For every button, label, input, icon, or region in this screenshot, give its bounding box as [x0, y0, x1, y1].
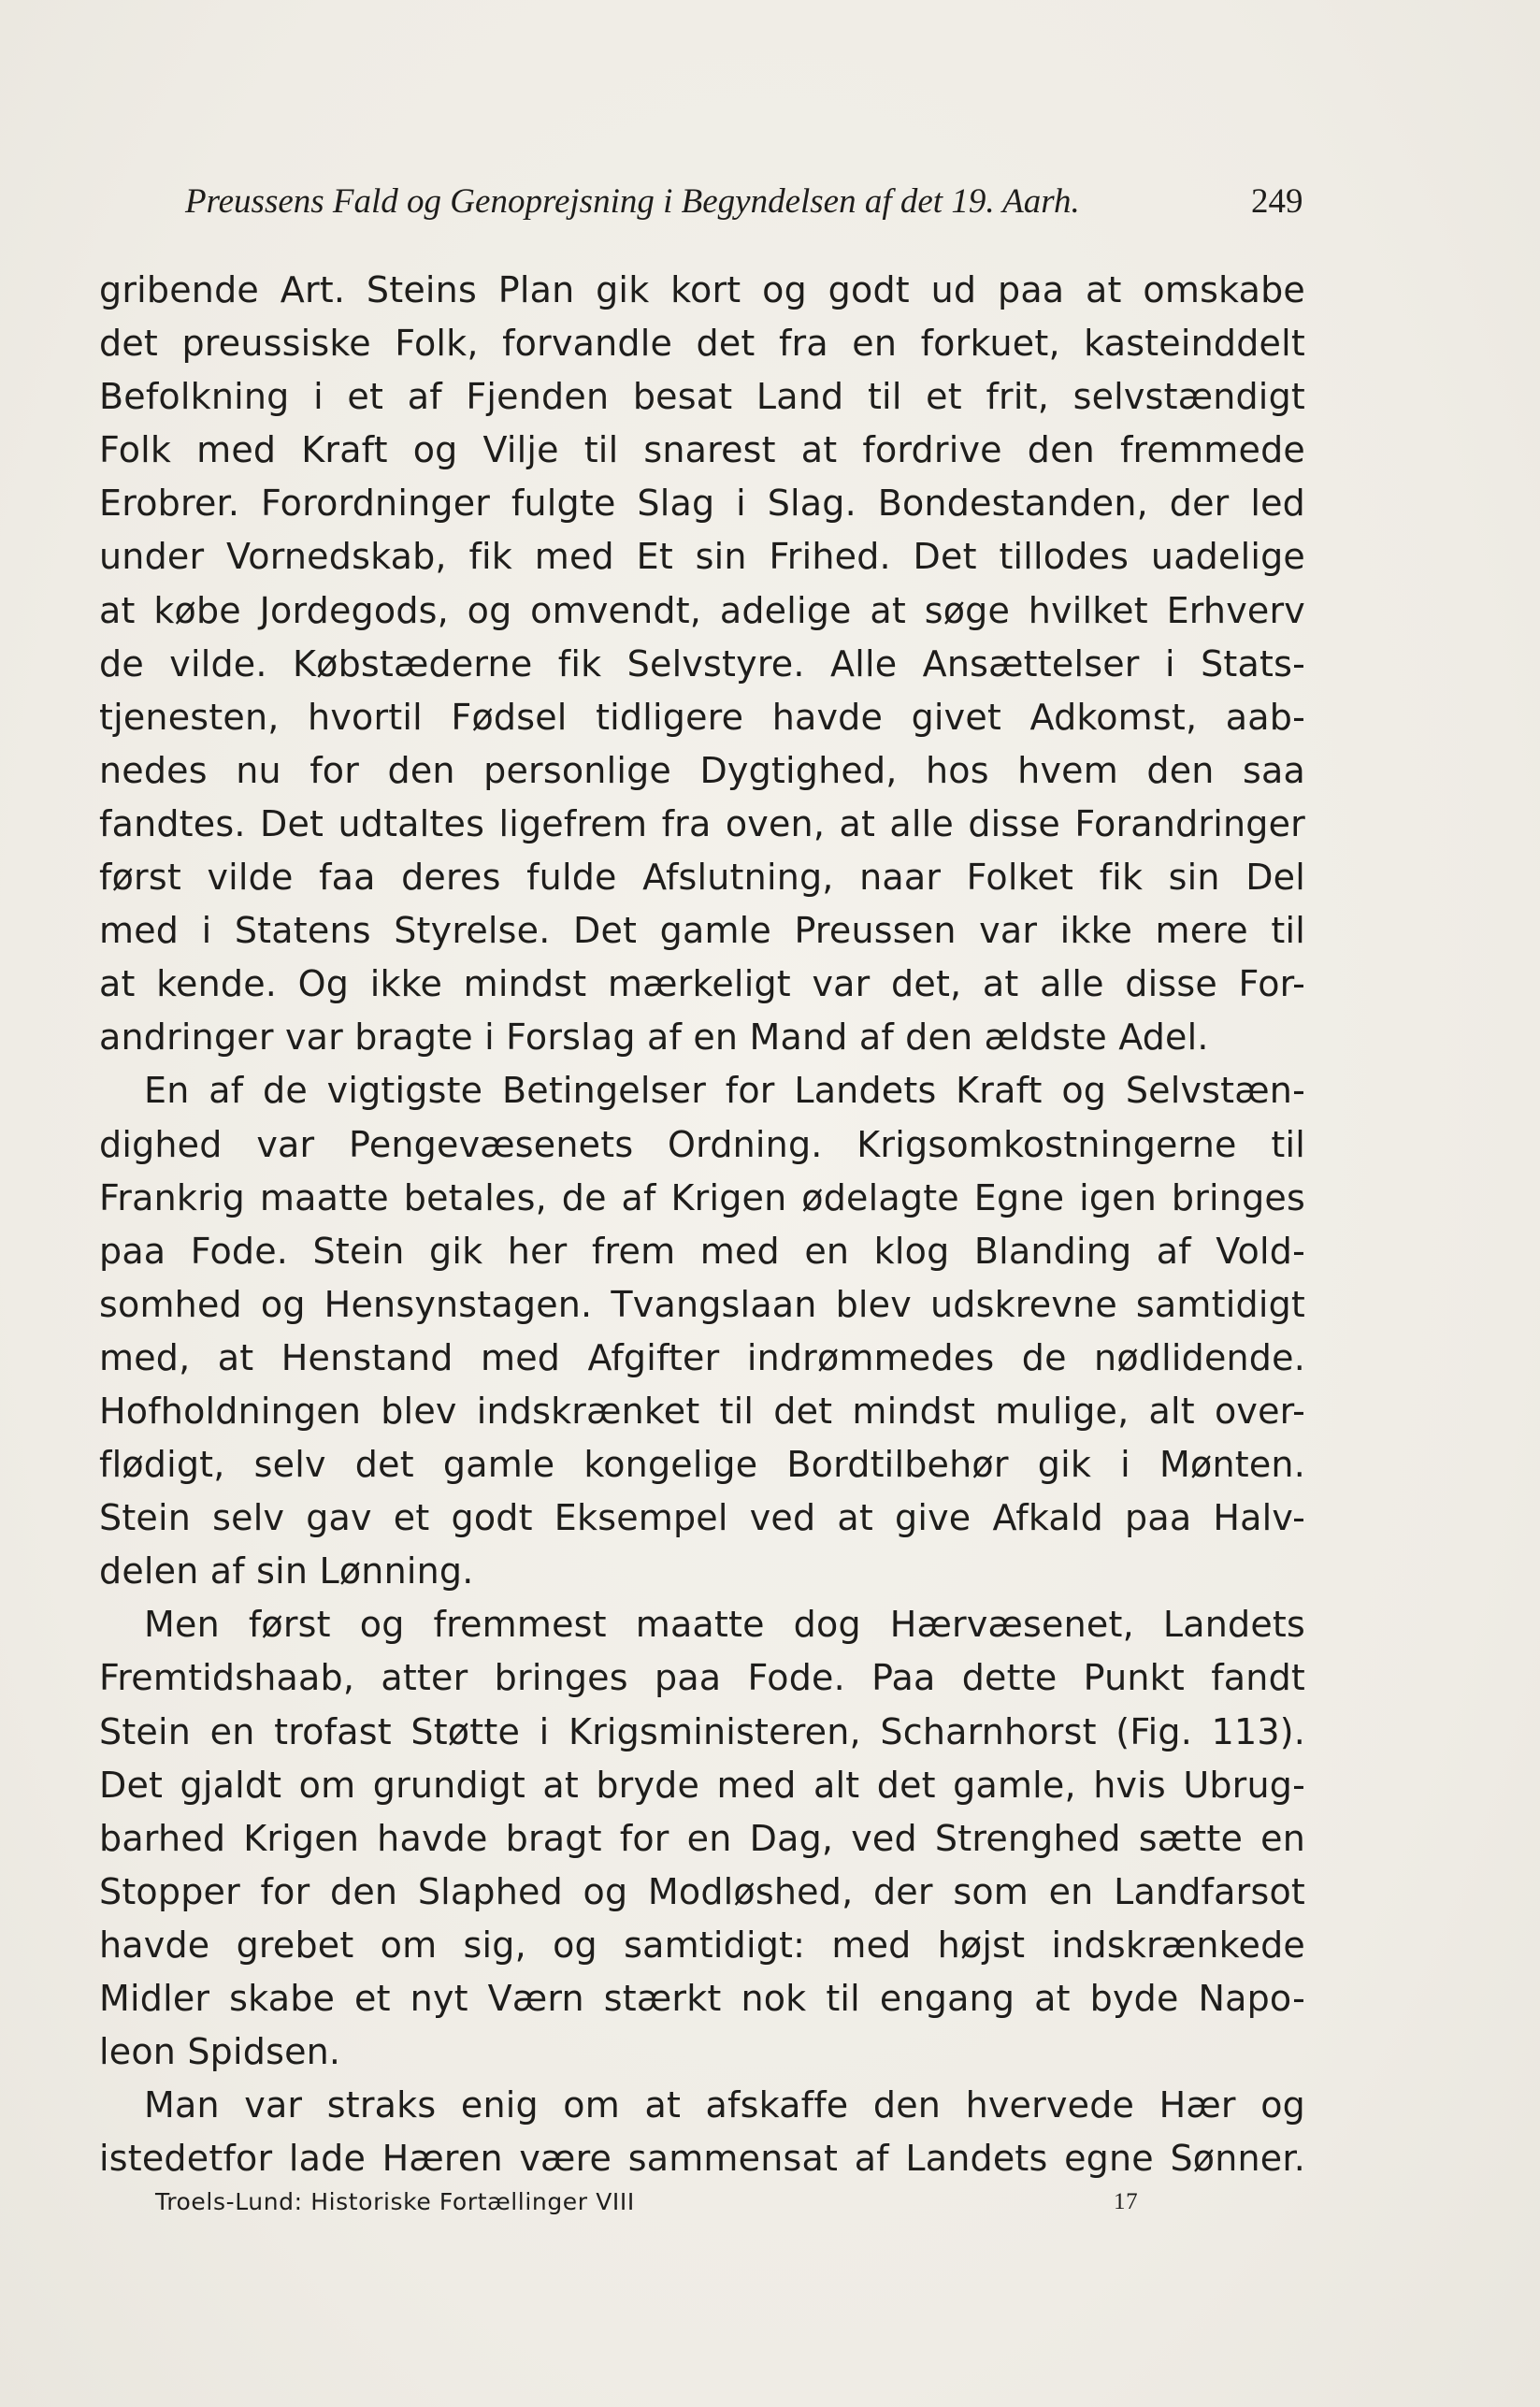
text-line: nedes nu for den personlige Dygtighed, hos hvem den saa: [99, 749, 1305, 791]
text-line: Frankrig maatte betales, de af Krigen ødelagte Egne igen bringes: [99, 1176, 1305, 1218]
paragraph-1: [99, 264, 1305, 1064]
text-line: Befolkning i et af Fjenden besat Land til et frit, selvstændigt: [99, 376, 1305, 418]
text-line: Hofholdningen blev indskrænket til det mindst mulige, alt over-: [99, 1390, 1305, 1432]
text-line: delen af sin Lønning.: [99, 1550, 474, 1593]
running-head-title: Preussens Fald og Genoprejsning i Begyndelsen af det 19. Aarh.: [185, 182, 1080, 221]
text-line: at kende. Og ikke mindst mærkeligt var det, at alle disse For-: [99, 963, 1305, 1005]
running-head: [185, 176, 1307, 228]
text-line: istedetfor lade Hæren være sammensat af Landets egne Sønner.: [99, 2138, 1305, 2180]
text-line: paa Fode. Stein gik her frem med en klog Blanding af Vold-: [99, 1230, 1305, 1272]
text-line: tjenesten, hvortil Fødsel tidligere havde givet Adkomst, aab-: [99, 696, 1305, 738]
text-line: fandtes. Det udtaltes ligefrem fra oven, at alle disse Forandringer: [99, 802, 1305, 844]
text-line: Man var straks enig om at afskaffe den hvervede Hær og: [144, 2084, 1305, 2126]
text-line: Stopper for den Slaphed og Modløshed, der som en Landfarsot: [99, 1870, 1305, 1912]
text-line: flødigt, selv det gamle kongelige Bordtilbehør gik i Mønten.: [99, 1444, 1305, 1486]
text-line: En af de vigtigste Betingelser for Landets Kraft og Selvstæn-: [144, 1070, 1305, 1112]
text-line: Stein en trofast Støtte i Krigsministeren, Scharnhorst (Fig. 113).: [99, 1710, 1305, 1752]
footer-source: Troels-Lund: Historiske Fortællinger VIII: [155, 2188, 635, 2215]
text-line: Folk med Kraft og Vilje til snarest at fordrive den fremmede: [99, 429, 1305, 471]
text-line: Men først og fremmest maatte dog Hærvæsenet, Landets: [144, 1604, 1305, 1646]
text-line: havde grebet om sig, og samtidigt: med højst indskrænkede: [99, 1924, 1305, 1966]
footer-signature-line: [155, 2184, 1184, 2221]
text-line: gribende Art. Steins Plan gik kort og godt ud paa at omskabe: [99, 269, 1305, 310]
text-line: Erobrer. Forordninger fulgte Slag i Slag. Bondestanden, der led: [99, 483, 1305, 525]
text-line: andringer var bragte i Forslag af en Mand af den ældste Adel.: [99, 1016, 1209, 1059]
text-line: dighed var Pengevæsenets Ordning. Krigsomkostningerne til: [99, 1123, 1305, 1165]
text-line: Fremtidshaab, atter bringes paa Fode. Paa dette Punkt fandt: [99, 1657, 1305, 1699]
text-line: med i Statens Styrelse. Det gamle Preussen var ikke mere til: [99, 910, 1305, 952]
text-line: de vilde. Købstæderne fik Selvstyre. Alle Ansættelser i Stats-: [99, 642, 1305, 685]
text-line: Det gjaldt om grundigt at bryde med alt det gamle, hvis Ubrug-: [99, 1764, 1305, 1806]
text-line: med, at Henstand med Afgifter indrømmedes de nødlidende.: [99, 1336, 1305, 1378]
body-text: [99, 264, 1305, 2185]
page-number: 249: [1251, 182, 1303, 221]
paragraph-2: [99, 1064, 1305, 1598]
paragraph-3: [99, 1598, 1305, 2079]
text-line: det preussiske Folk, forvandle det fra en forkuet, kasteinddelt: [99, 323, 1305, 365]
text-line: somhed og Hensynstagen. Tvangslaan blev udskrevne samtidigt: [99, 1283, 1305, 1325]
text-line: at købe Jordegods, og omvendt, adelige at søge hvilket Erhverv: [99, 589, 1305, 631]
text-line: leon Spidsen.: [99, 2031, 341, 2073]
signature-mark: 17: [1114, 2189, 1139, 2214]
paragraph-4: [99, 2079, 1305, 2185]
text-line: Midler skabe et nyt Værn stærkt nok til engang at byde Napo-: [99, 1978, 1305, 2019]
text-line: Stein selv gav et godt Eksempel ved at give Afkald paa Halv-: [99, 1497, 1305, 1539]
text-line: først vilde faa deres fulde Afslutning, naar Folket fik sin Del: [99, 857, 1305, 899]
text-line: barhed Krigen havde bragt for en Dag, ved Strenghed sætte en: [99, 1817, 1305, 1859]
text-line: under Vornedskab, fik med Et sin Frihed. Det tillodes uadelige: [99, 536, 1305, 578]
